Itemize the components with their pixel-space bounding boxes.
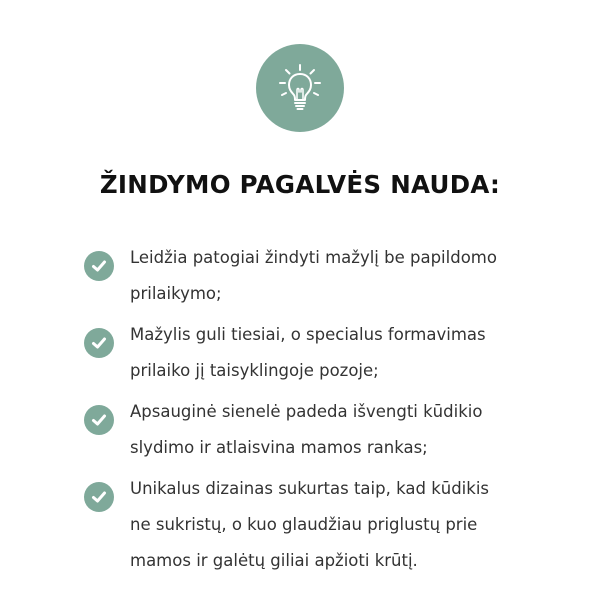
list-item <box>84 471 584 579</box>
checkmark-icon <box>90 257 108 275</box>
list-item <box>84 317 584 389</box>
list-item <box>84 240 584 312</box>
checkmark-icon <box>90 488 108 506</box>
checkmark-badge <box>84 251 114 281</box>
checkmark-icon <box>90 334 108 352</box>
page-title: ŽINDYMO PAGALVĖS NAUDA: <box>99 170 501 199</box>
checkmark-badge <box>84 328 114 358</box>
list-item-text: Unikalus dizainas sukurtas taip, kad kūdikis ne sukristų, o kuo glaudžiau priglustų prie mamos ir galėtų giliai apžioti krūtį. <box>130 479 489 570</box>
list-item-text: Mažylis guli tiesiai, o specialus formavimas prilaiko jį taisyklingoje pozoje; <box>130 325 486 380</box>
benefits-list <box>84 240 584 584</box>
list-item <box>84 394 584 466</box>
list-item-text: Leidžia patogiai žindyti mažylį be papildomo prilaikymo; <box>130 248 497 303</box>
checkmark-badge <box>84 482 114 512</box>
lightbulb-icon <box>272 60 328 116</box>
checkmark-badge <box>84 405 114 435</box>
checkmark-icon <box>90 411 108 429</box>
list-item-text: Apsauginė sienelė padeda išvengti kūdikio slydimo ir atlaisvina mamos rankas; <box>130 402 483 457</box>
lightbulb-badge <box>256 44 344 132</box>
